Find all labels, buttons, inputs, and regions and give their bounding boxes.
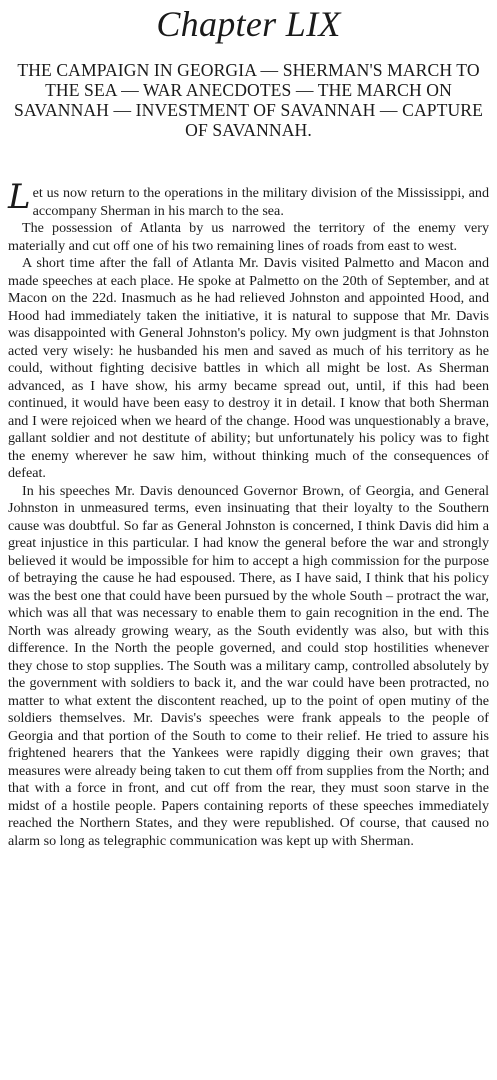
drop-cap: L (8, 177, 31, 217)
paragraph-3: A short time after the fall of Atlanta Mr. Davis visited Palmetto and Macon and made speeches at each place. He spoke at Palmetto on the 20th of September, and at Macon on the 22d. Inasmuch as he had relieved Johnston and appointed Hood, and Hood had immediately taken the initiative, it is natural to suppose that Mr. Davis was disappointed with General Johnston's policy. My own judgment is that Johnston acted very wisely: he husbanded his men and saved as much of his territory as he could, without fighting decisive battles in which all might be lost. As Sherman advanced, as I have show, his army became spread out, until, if this had been continued, it would have been easy to destroy it in detail. I know that both Sherman and I were rejoiced when we heard of the change. Hood was unquestionably a brave, gallant soldier and not destitute of ability; but unfortunately his policy was to fight the enemy wherever he saw him, without thinking much of the consequences of defeat. (8, 255, 489, 481)
paragraph-2: The possession of Atlanta by us narrowed the territory of the enemy very materially and cut off one of his two remaining lines of roads from east to west. (8, 220, 489, 254)
paragraph-4: In his speeches Mr. Davis denounced Governor Brown, of Georgia, and General Johnston in unmeasured terms, even insinuating that their loyalty to the Southern cause was doubtful. So far as General Johnston is concerned, I think Davis did him a great injustice in this particular. I had know the general before the war and strongly believed it would be impossible for him to accept a high commission for the purpose of betraying the cause he had espoused. There, as I have said, I think that his policy was the best one that could have been pursued by the whole South – protract the war, which was all that was necessary to enable them to gain recognition in the end. The North was already growing weary, as the South evidently was also, but with this difference. In the North the people governed, and could stop hostilities whenever they chose to stop supplies. The South was a military camp, controlled absolutely by the government with soldiers to back it, and the war could have been protracted, no matter to what extent the discontent reached, up to the point of open mutiny of the soldiers themselves. Mr. Davis's speeches were frank appeals to the people of Georgia and that portion of the South to come to their relief. He tried to assure his frightened hearers that the Yankees were rapidly digging their own graves; that measures were already being taken to cut them off from supplies from the North; and that with a force in front, and cut off from the rear, they must soon starve in the midst of a hostile people. Papers containing reports of these speeches immediately reached the Northern States, and they were republished. Of course, that caused no alarm so long as telegraphic communication was kept up with Sherman. (8, 482, 489, 849)
chapter-title: Chapter LIX (156, 4, 341, 44)
chapter-body (8, 177, 489, 850)
paragraph-1-text: et us now return to the operations in the military division of the Mississippi, and accompany Sherman in his march to the sea. (32, 185, 489, 219)
paragraph-1 (8, 177, 489, 220)
chapter-subtitle: THE CAMPAIGN IN GEORGIA — SHERMAN'S MARCH TO THE SEA — WAR ANECDOTES — THE MARCH ON SAVANNAH — INVESTMENT OF SAVANNAH — CAPTURE OF SAVANNAH. (14, 60, 483, 140)
